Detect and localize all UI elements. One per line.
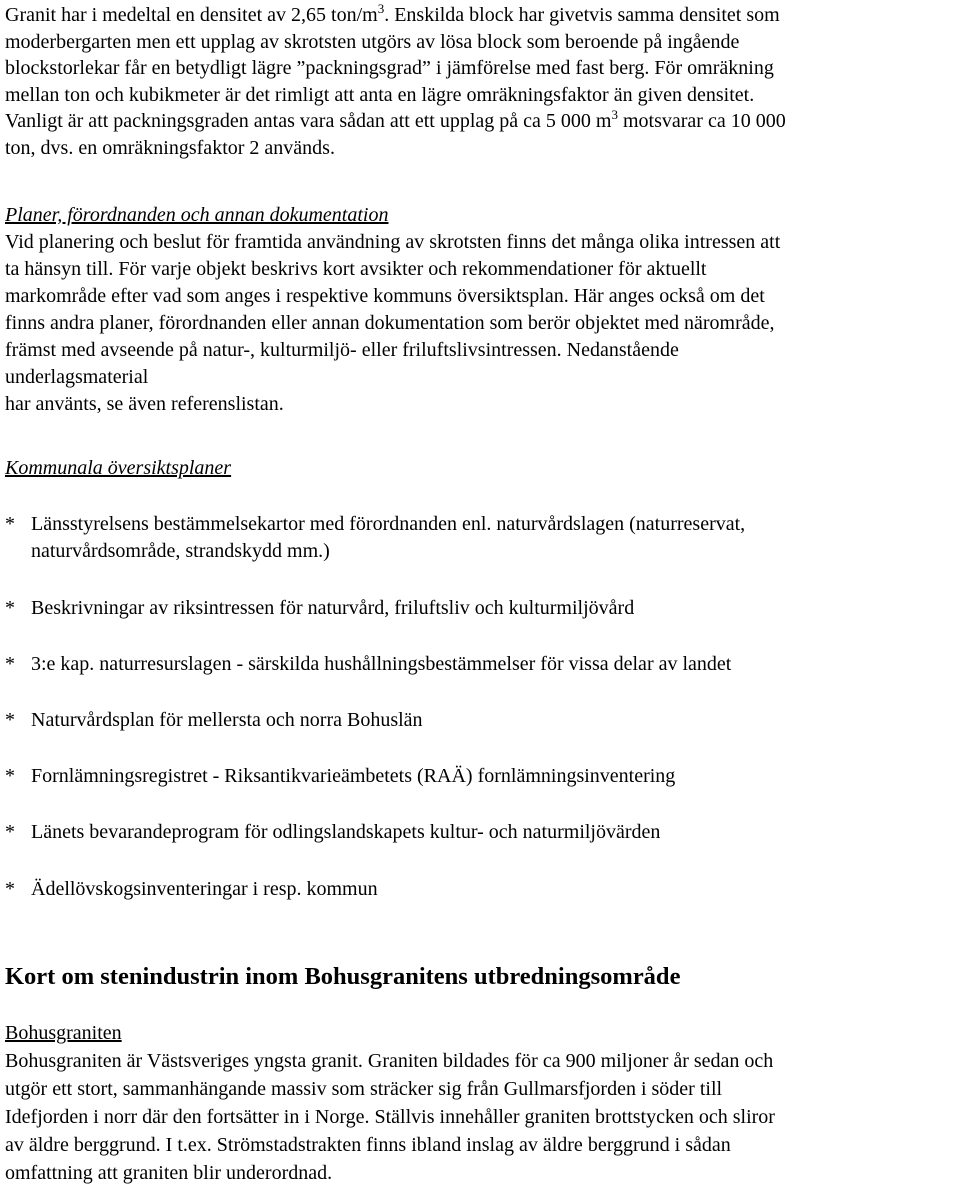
text-line: omfattning att graniten blir underordnad. — [5, 1161, 333, 1184]
text-line: av äldre berggrund. I t.ex. Strömstadstrakten finns ibland inslag av äldre berggrund i sådan — [5, 1133, 731, 1156]
bullet: * — [5, 709, 15, 731]
text-line: markområde efter vad som anges i respektive kommuns översiktsplan. Här anges också om det — [5, 284, 765, 307]
text-line: främst med avseende på natur-, kulturmiljö- eller friluftslivsintressen. Nedanstående — [5, 338, 679, 361]
bullet: * — [5, 821, 15, 843]
text-line: blockstorlekar får en betydligt lägre ”packningsgrad” i jämförelse med fast berg. För omräkning — [5, 57, 774, 79]
text-line: Länets bevarandeprogram för odlingslandskapets kultur- och naturmiljövärden — [31, 821, 661, 843]
section-title: Kort om stenindustrin inom Bohusgranitens utbredningsområde — [5, 963, 681, 990]
density-paragraph — [5, 2, 786, 161]
text-line: moderbergarten men ett upplag av skrotsten utgörs av lösa block som beroende på ingående — [5, 30, 740, 53]
list-item — [5, 763, 675, 790]
list-item — [5, 819, 660, 846]
list-item — [5, 511, 745, 564]
text-line: har använts, se även referenslistan. — [5, 392, 284, 415]
bohusgraniten-section — [5, 1020, 775, 1187]
text-line: Idefjorden i norr där den fortsätter in i Norge. Ställvis innehåller graniten brottstycken och sliror — [5, 1105, 775, 1128]
text-fragment: Granit har i medeltal en densitet av 2,65 ton/m — [5, 4, 378, 26]
planer-section — [5, 202, 780, 418]
bullet: * — [5, 653, 15, 675]
text-line: Beskrivningar av riksintressen för naturvård, friluftsliv och kulturmiljövård — [31, 597, 635, 619]
text-fragment: motsvarar ca 10 000 — [617, 110, 786, 132]
text-line: Ädellövskogsinventeringar i resp. kommun — [31, 878, 378, 900]
text-fragment: Vanligt är att packningsgraden antas vara sådan att ett upplag på ca 5 000 m — [5, 110, 612, 132]
text-line — [5, 2, 786, 29]
text-line: ton, dvs. en omräkningsfaktor 2 används. — [5, 136, 335, 159]
superscript: 3 — [611, 107, 618, 122]
bullet: * — [5, 878, 15, 900]
text-line: naturvårdsområde, strandskydd mm.) — [31, 539, 330, 562]
kommunala-section — [5, 455, 231, 482]
text-line: ta hänsyn till. För varje objekt beskrivs kort avsikter och rekommendationer för aktuellt — [5, 257, 707, 280]
bullet: * — [5, 513, 15, 535]
text-line: Länsstyrelsens bestämmelsekartor med förordnanden enl. naturvårdslagen (naturreservat, — [31, 513, 746, 535]
list-item — [5, 707, 423, 734]
text-line: Naturvårdsplan för mellersta och norra Bohuslän — [31, 709, 423, 731]
text-line — [5, 108, 786, 135]
text-line: Bohusgraniten är Västsveriges yngsta granit. Graniten bildades för ca 900 miljoner år sedan och — [5, 1049, 774, 1072]
text-line: underlagsmaterial — [5, 365, 149, 388]
list-item — [5, 651, 731, 678]
bullet: * — [5, 597, 15, 619]
bullet: * — [5, 765, 15, 787]
list-item — [5, 595, 634, 622]
superscript: 3 — [377, 1, 385, 16]
text-line: Fornlämningsregistret - Riksantikvarieämbetets (RAÄ) fornlämningsinventering — [31, 765, 676, 787]
text-line: finns andra planer, förordnanden eller annan dokumentation som berör objektet med närområde, — [5, 311, 775, 334]
bohusgraniten-heading: Bohusgraniten — [5, 1022, 122, 1044]
text-fragment: . Enskilda block har givetvis samma densitet som — [384, 4, 780, 26]
list-item — [5, 876, 378, 903]
text-line: Vid planering och beslut för framtida användning av skrotsten finns det många olika intressen att — [5, 230, 781, 253]
text-line: 3:e kap. naturresurslagen - särskilda hushållningsbestämmelser för vissa delar av landet — [31, 653, 732, 675]
text-line: utgör ett stort, sammanhängande massiv som sträcker sig från Gullmarsfjorden i söder till — [5, 1077, 723, 1100]
kommunala-heading: Kommunala översiktsplaner — [5, 457, 232, 479]
text-line: mellan ton och kubikmeter är det rimligt att anta en lägre omräkningsfaktor än given densitet. — [5, 83, 755, 106]
planer-heading: Planer, förordnanden och annan dokumentation — [5, 204, 389, 226]
